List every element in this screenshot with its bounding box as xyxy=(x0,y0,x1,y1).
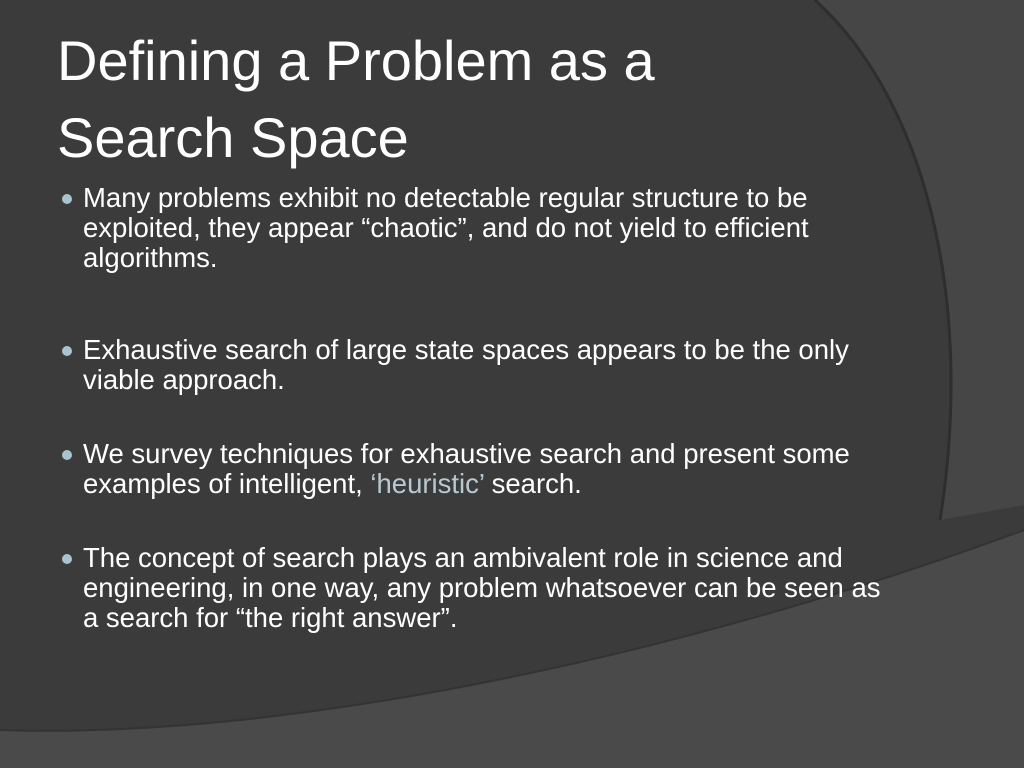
bullet-item xyxy=(62,439,892,499)
bullet-dot-icon xyxy=(62,554,72,564)
bullet-text: We survey techniques for exhaustive search and present some examples of intelligent, xyxy=(83,438,850,499)
bullet-dot-icon xyxy=(62,346,72,356)
bullet-dot-icon xyxy=(62,450,72,460)
bullet-list xyxy=(62,183,892,633)
bullet-dot-icon xyxy=(62,194,72,204)
bullet-text: Many problems exhibit no detectable regular structure to be exploited, they appear “chaotic”, and do not yield to efficient algorithms. xyxy=(83,182,809,273)
slide-title: Defining a Problem as a Search Space xyxy=(57,29,655,169)
bullet-text: Exhaustive search of large state spaces appears to be the only viable approach. xyxy=(83,334,849,395)
bullet-item xyxy=(62,543,892,633)
bullet-item xyxy=(62,335,892,395)
bullet-text: The concept of search plays an ambivalent role in science and engineering, in one way, any problem whatsoever can be seen as a search for “the right answer”. xyxy=(83,542,881,633)
heuristic-highlight: ‘heuristic’ xyxy=(370,468,484,499)
bullet-text-end: search. xyxy=(484,468,582,499)
bullet-item xyxy=(62,183,892,273)
